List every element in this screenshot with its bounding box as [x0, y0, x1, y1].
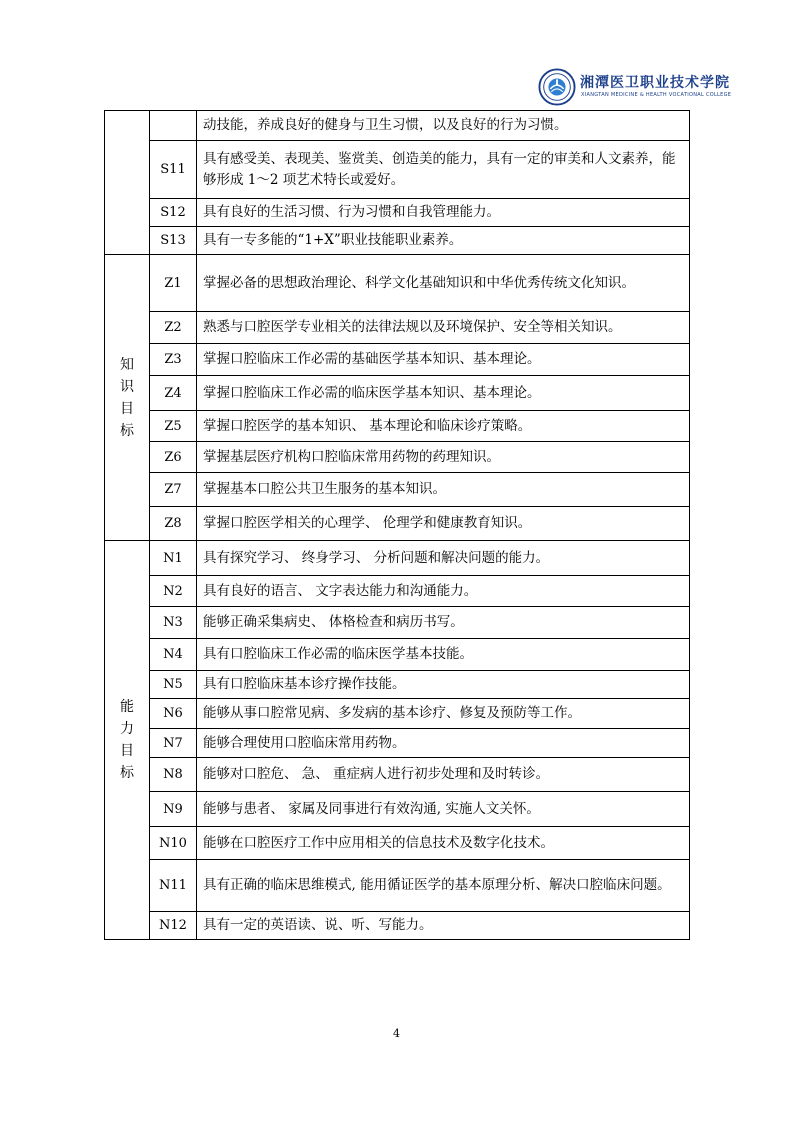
goal-code: Z2	[150, 312, 197, 344]
goal-code: Z1	[150, 255, 197, 312]
category-char: 标	[120, 765, 134, 781]
goal-text: 掌握必备的思想政治理论、科学文化基础知识和中华优秀传统文化知识。	[197, 255, 690, 312]
goal-code: N7	[150, 729, 197, 758]
goal-text: 熟悉与口腔医学专业相关的法律法规以及环境保护、安全等相关知识。	[197, 312, 690, 344]
table-row	[105, 473, 690, 507]
goal-text: 掌握口腔医学相关的心理学、 伦理学和健康教育知识。	[197, 507, 690, 541]
goal-code: N9	[150, 792, 197, 827]
table-row	[105, 729, 690, 758]
college-name: 湘潭医卫职业技术学院	[580, 75, 730, 91]
goal-text: 能够从事口腔常见病、多发病的基本诊疗、修复及预防等工作。	[197, 699, 690, 729]
table-row	[105, 376, 690, 411]
goal-text: 掌握基本口腔公共卫生服务的基本知识。	[197, 473, 690, 507]
goal-code: S11	[150, 141, 197, 199]
goal-text: 具有良好的语言、 文字表达能力和沟通能力。	[197, 576, 690, 607]
table-row	[105, 541, 690, 576]
category-char: 目	[120, 400, 134, 417]
goal-code: Z8	[150, 507, 197, 541]
category-char: 力	[120, 721, 134, 737]
goal-code: Z5	[150, 411, 197, 442]
goal-code: N3	[150, 607, 197, 639]
goal-code: Z7	[150, 473, 197, 507]
goal-code: N8	[150, 758, 197, 792]
table-row	[105, 227, 690, 255]
goal-text: 具有口腔临床工作必需的临床医学基本技能。	[197, 639, 690, 671]
table-row	[105, 255, 690, 312]
category-char: 能	[120, 699, 134, 715]
goal-code: N5	[150, 671, 197, 699]
goal-code: N10	[150, 827, 197, 860]
goal-text: 具有口腔临床基本诊疗操作技能。	[197, 671, 690, 699]
table-row	[105, 199, 690, 227]
college-logo-icon	[538, 68, 576, 106]
goal-text: 掌握口腔临床工作必需的临床医学基本知识、基本理论。	[197, 376, 690, 411]
page-number: 4	[393, 1027, 400, 1040]
quality-category-cell	[105, 111, 150, 255]
goal-text: 能够合理使用口腔临床常用药物。	[197, 729, 690, 758]
category-char: 标	[120, 422, 134, 439]
goal-code: Z4	[150, 376, 197, 411]
ability-goals-category	[105, 541, 150, 940]
goal-code: N1	[150, 541, 197, 576]
goal-code: N11	[150, 860, 197, 912]
goal-text: 能够与患者、 家属及同事进行有效沟通, 实施人文关怀。	[197, 792, 690, 827]
table-row	[105, 442, 690, 473]
table-row	[105, 141, 690, 199]
table-row	[105, 576, 690, 607]
table-row	[105, 912, 690, 940]
goal-text: 具有良好的生活习惯、行为习惯和自我管理能力。	[197, 199, 690, 227]
goal-text: 具有一定的英语读、说、听、写能力。	[197, 912, 690, 940]
table-row	[105, 699, 690, 729]
goal-code: S12	[150, 199, 197, 227]
knowledge-goals-category	[105, 255, 150, 541]
table-row	[105, 312, 690, 344]
goal-text: 掌握口腔临床工作必需的基础医学基本知识、基本理论。	[197, 344, 690, 376]
goal-text: 具有一专多能的“1+X”职业技能职业素养。	[197, 227, 690, 255]
goal-text: 能够正确采集病史、 体格检查和病历书写。	[197, 607, 690, 639]
category-char: 识	[120, 378, 134, 395]
continuation-code-cell	[150, 111, 197, 141]
table-row	[105, 411, 690, 442]
goal-text: 掌握基层医疗机构口腔临床常用药物的药理知识。	[197, 442, 690, 473]
training-goals-table	[104, 110, 690, 940]
table-row	[105, 671, 690, 699]
goal-code: N6	[150, 699, 197, 729]
category-char: 目	[120, 743, 134, 759]
table-row	[105, 607, 690, 639]
college-name-english: XIANGTAN MEDICINE & HEALTH VOCATIONAL COLLEGE	[581, 92, 732, 98]
table-row	[105, 827, 690, 860]
table-row	[105, 792, 690, 827]
goal-code: N12	[150, 912, 197, 940]
table-row	[105, 639, 690, 671]
table-row	[105, 507, 690, 541]
goal-text: 具有探究学习、 终身学习、 分析问题和解决问题的能力。	[197, 541, 690, 576]
goal-code: Z3	[150, 344, 197, 376]
goal-text: 能够在口腔医疗工作中应用相关的信息技术及数字化技术。	[197, 827, 690, 860]
category-char: 知	[120, 356, 134, 373]
goal-code: N2	[150, 576, 197, 607]
table-row	[105, 860, 690, 912]
table-row	[105, 758, 690, 792]
table-row	[105, 111, 690, 141]
goal-text: 能够对口腔危、 急、 重症病人进行初步处理和及时转诊。	[197, 758, 690, 792]
goal-code: N4	[150, 639, 197, 671]
goal-text: 具有正确的临床思维模式, 能用循证医学的基本原理分析、解决口腔临床问题。	[197, 860, 690, 912]
continuation-text: 动技能，养成良好的健身与卫生习惯，以及良好的行为习惯。	[197, 111, 690, 141]
table-row	[105, 344, 690, 376]
goal-text: 具有感受美、表现美、鉴赏美、创造美的能力，具有一定的审美和人文素养，能够形成 1～2 项艺术特长或爱好。	[197, 141, 690, 199]
goal-code: S13	[150, 227, 197, 255]
goal-text: 掌握口腔医学的基本知识、 基本理论和临床诊疗策略。	[197, 411, 690, 442]
goal-code: Z6	[150, 442, 197, 473]
